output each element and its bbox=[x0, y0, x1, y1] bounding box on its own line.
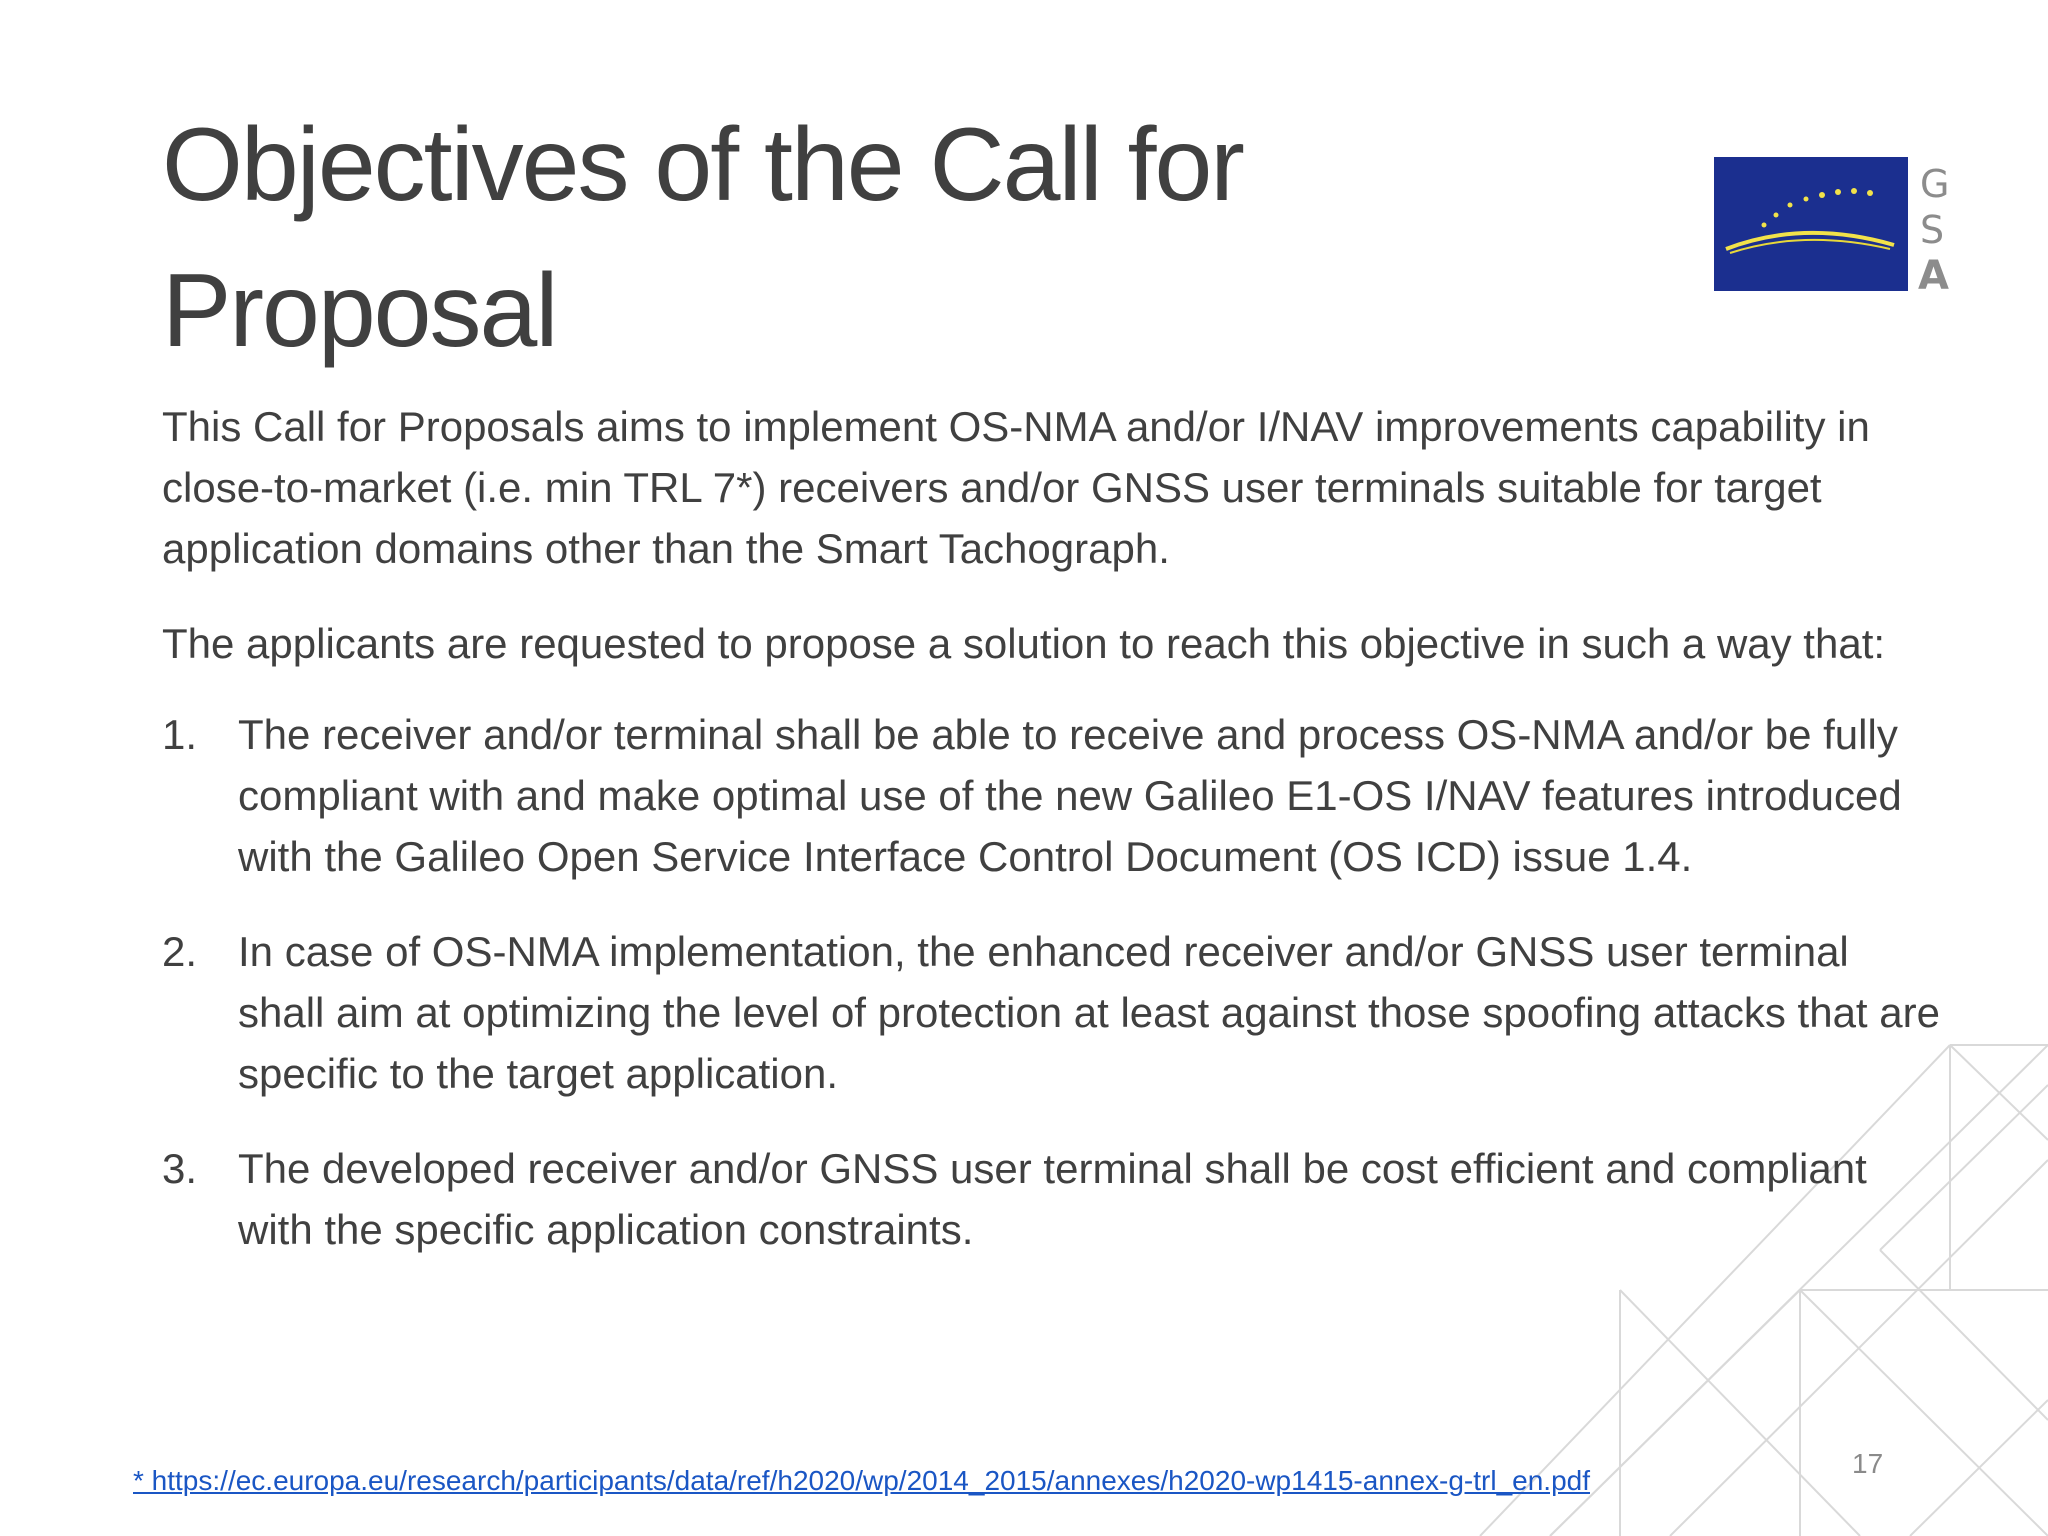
page-number: 17 bbox=[1852, 1448, 1884, 1479]
list-item-text: In case of OS-NMA implementation, the enhanced receiver and/or GNSS user terminal shall aim at optimizing the level of protection at least against those spoofing attacks that are specific to the target application. bbox=[238, 928, 1940, 1097]
intro-paragraph: This Call for Proposals aims to implement OS-NMA and/or I/NAV improvements capability in close-to-market (i.e. min TRL 7*) receivers and/or GNSS user terminals suitable for target application domains other than the Smart Tachograph. bbox=[162, 403, 1870, 572]
list-item bbox=[162, 1138, 1942, 1260]
footnote-link[interactable]: * https://ec.europa.eu/research/participants/data/ref/h2020/wp/2014_2015/annexes/h2020-wp1415-annex-g-trl_en.pdf bbox=[133, 1465, 1590, 1496]
logo-letter-s: S bbox=[1920, 208, 1945, 252]
slide-body bbox=[162, 396, 1942, 1294]
list-item-text: The developed receiver and/or GNSS user terminal shall be cost efficient and compliant with the specific application constraints. bbox=[238, 1145, 1867, 1253]
list-item-number: 2. bbox=[162, 928, 198, 975]
logo-letter-g: G bbox=[1920, 162, 1950, 206]
list-item bbox=[162, 704, 1942, 887]
list-item-number: 3. bbox=[162, 1145, 198, 1192]
list-item bbox=[162, 921, 1942, 1104]
gsa-logo-icon bbox=[1714, 157, 1966, 291]
logo-letter-a: A bbox=[1918, 253, 1949, 291]
lead-paragraph: The applicants are requested to propose a solution to reach this objective in such a way that: bbox=[162, 620, 1886, 667]
objectives-list bbox=[162, 704, 1942, 1260]
slide-title: Objectives of the Call for Proposal bbox=[162, 107, 1243, 369]
list-item-number: 1. bbox=[162, 711, 198, 758]
list-item-text: The receiver and/or terminal shall be able to receive and process OS-NMA and/or be fully compliant with and make optimal use of the new Galileo E1-OS I/NAV features introduced with the Galileo Open Service Interface Control Document (OS ICD) issue 1.4. bbox=[238, 711, 1902, 880]
